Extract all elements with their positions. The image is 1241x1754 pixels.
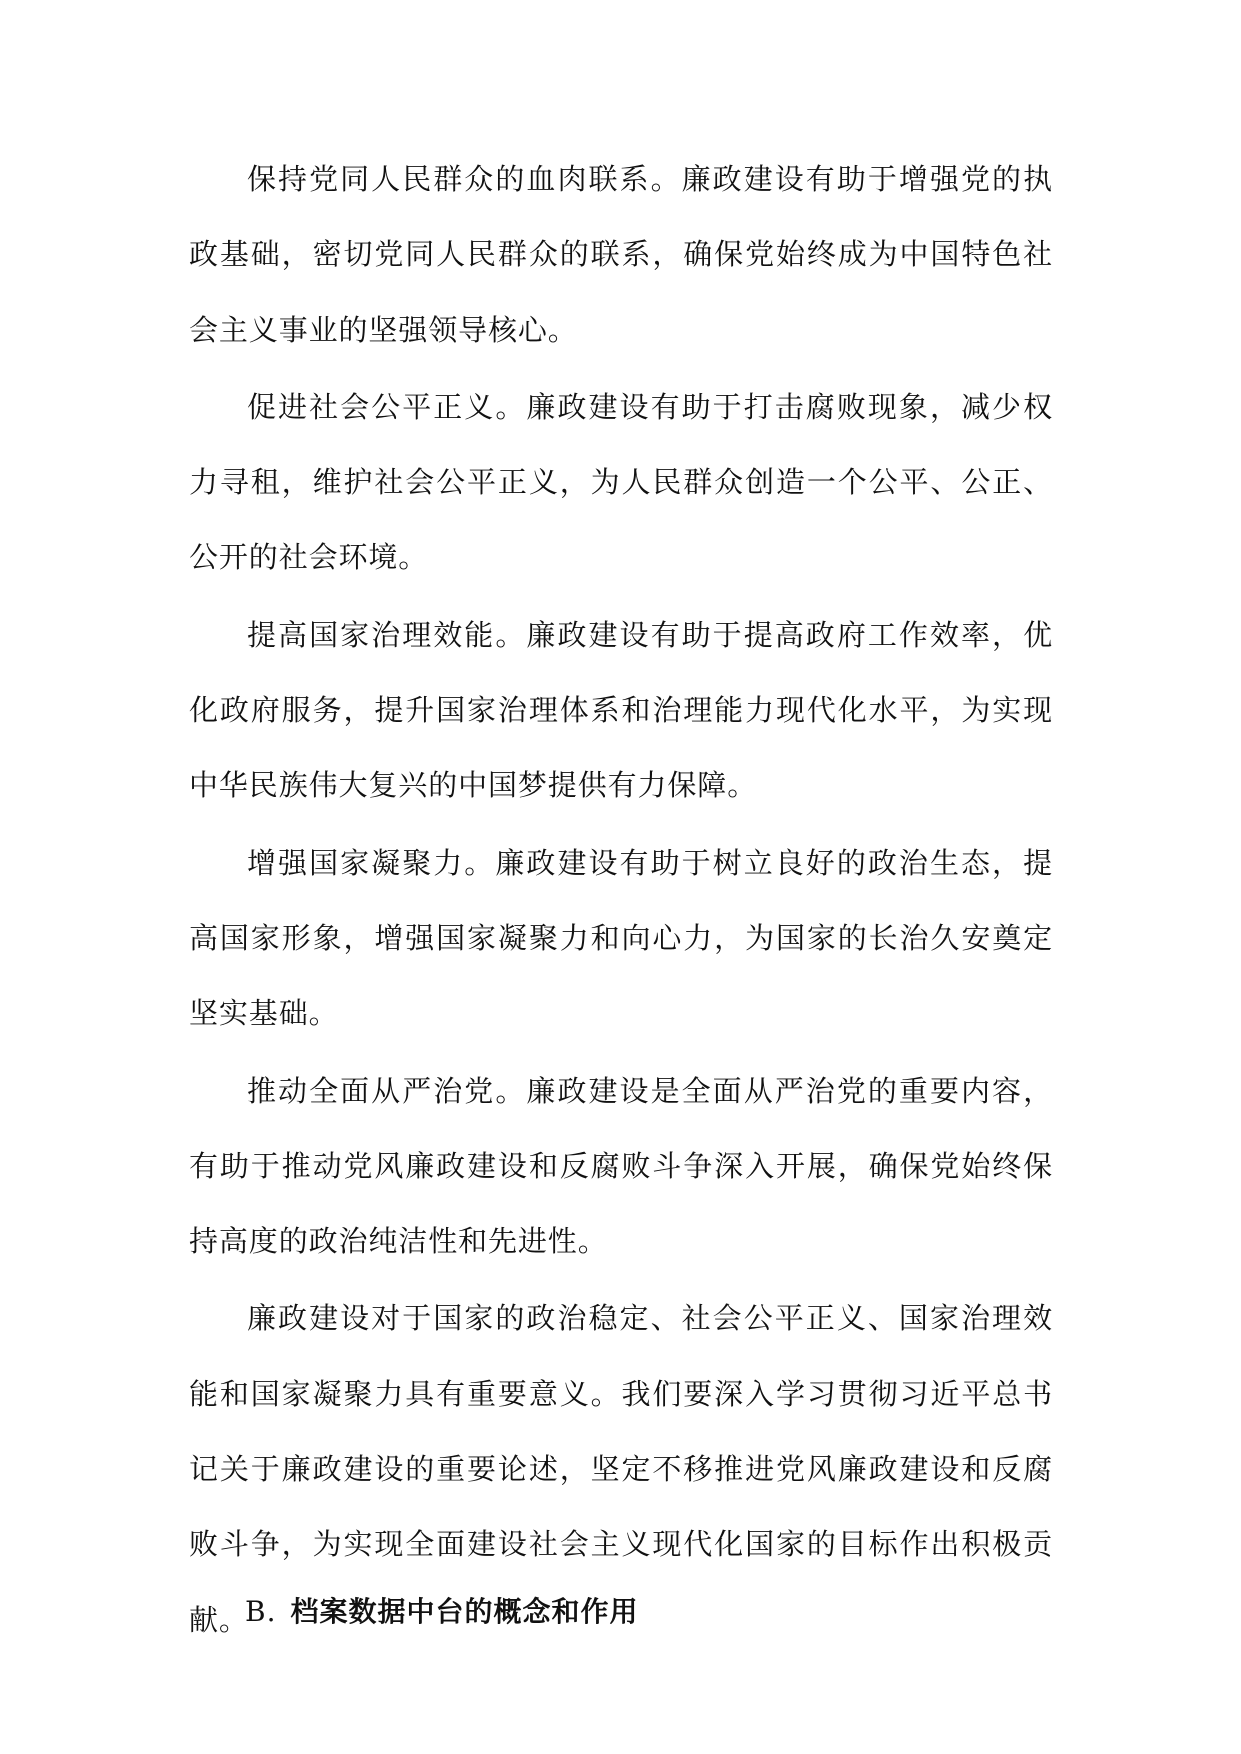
- paragraph-social-justice: 促进社会公平正义。廉政建设有助于打击腐败现象，减少权力寻租，维护社会公平正义，为人民群众创造一个公平、公正、公开的社会环境。: [189, 389, 1053, 575]
- paragraph-governance-efficiency: 提高国家治理效能。廉政建设有助于提高政府工作效率，优化政府服务，提升国家治理体系和治理能力现代化水平，为实现中华民族伟大复兴的中国梦提供有力保障。: [189, 617, 1053, 803]
- paragraph-strict-party-governance: 推动全面从严治党。廉政建设是全面从严治党的重要内容，有助于推动党风廉政建设和反腐败斗争深入开展，确保党始终保持高度的政治纯洁性和先进性。: [189, 1073, 1053, 1259]
- paragraph-national-cohesion: 增强国家凝聚力。廉政建设有助于树立良好的政治生态，提高国家形象，增强国家凝聚力和向心力，为国家的长治久安奠定坚实基础。: [189, 845, 1053, 1031]
- body-text: [189, 142, 1053, 1660]
- section-title: 档案数据中台的概念和作用: [290, 1595, 639, 1628]
- section-heading: [245, 1590, 639, 1630]
- paragraph-conclusion: 廉政建设对于国家的政治稳定、社会公平正义、国家治理效能和国家凝聚力具有重要意义。我们要深入学习贯彻习近平总书记关于廉政建设的重要论述，坚定不移推进党风廉政建设和反腐败斗争，为实现全面建设社会主义现代化国家的目标作出积极贡献。: [189, 1301, 1053, 1637]
- paragraph-party-people-ties: 保持党同人民群众的血肉联系。廉政建设有助于增强党的执政基础，密切党同人民群众的联系，确保党始终成为中国特色社会主义事业的坚强领导核心。: [189, 162, 1053, 347]
- section-marker: B.: [245, 1595, 277, 1628]
